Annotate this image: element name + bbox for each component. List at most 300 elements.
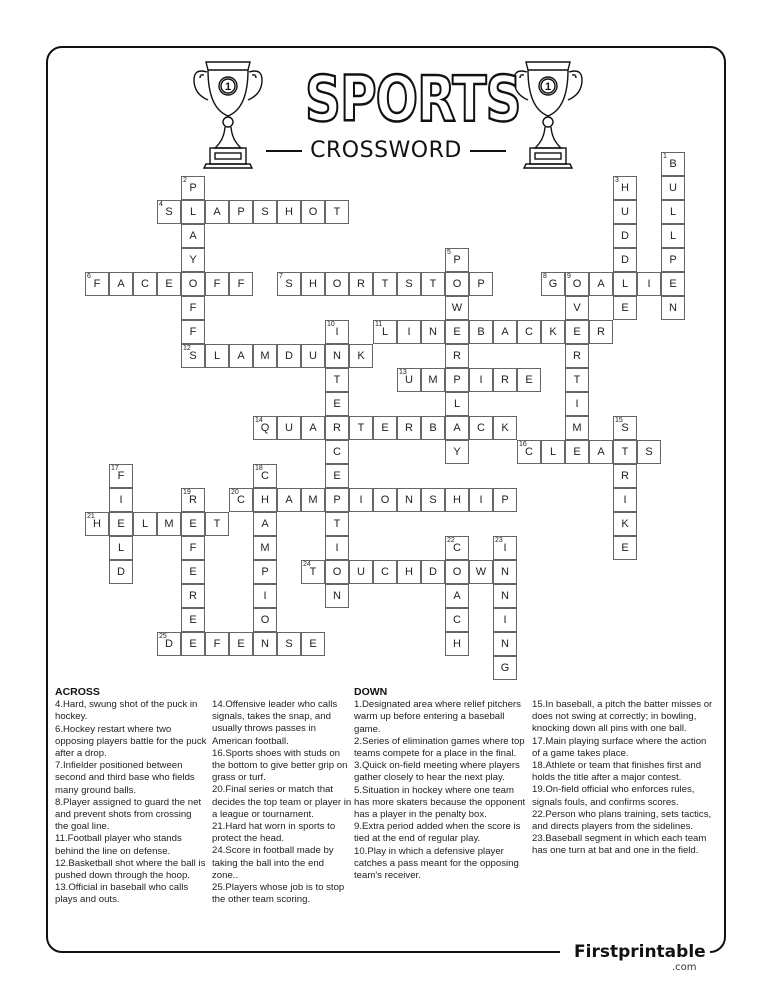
crossword-cell[interactable] (85, 272, 109, 296)
cell-letter: V (573, 302, 581, 314)
cell-letter: N (405, 494, 413, 506)
cell-letter: A (501, 326, 509, 338)
cell-letter: N (261, 638, 269, 650)
cell-letter: U (309, 350, 317, 362)
cell-letter: R (357, 278, 365, 290)
crossword-cell[interactable] (181, 632, 205, 656)
crossword-cell[interactable] (181, 536, 205, 560)
crossword-cell[interactable] (445, 608, 469, 632)
crossword-cell[interactable] (325, 464, 349, 488)
cell-letter: N (333, 590, 341, 602)
cell-letter: P (261, 566, 269, 578)
cell-letter: M (428, 374, 438, 386)
crossword-cell[interactable] (493, 656, 517, 680)
crossword-cell[interactable] (493, 368, 517, 392)
crossword-cell[interactable] (421, 488, 445, 512)
crossword-cell[interactable] (277, 344, 301, 368)
cell-letter: T (573, 374, 581, 386)
svg-text:1: 1 (544, 81, 552, 93)
down-clue: 5.Situation in hockey where one team has more skaters because the opponent has a player in the penalty box. (354, 784, 526, 821)
cell-letter: C (381, 566, 389, 578)
crossword-cell[interactable] (325, 320, 349, 344)
crossword-cell[interactable] (661, 152, 685, 176)
crossword-cell[interactable] (109, 536, 133, 560)
crossword-cell[interactable] (397, 416, 421, 440)
crossword-cell[interactable] (205, 272, 229, 296)
down-clue: 1.Designated area where relief pitchers warm up before entering a baseball game. (354, 699, 521, 735)
crossword-cell[interactable] (445, 632, 469, 656)
crossword-cell[interactable] (445, 272, 469, 296)
crossword-cell[interactable] (613, 512, 637, 536)
crossword-cell[interactable] (637, 272, 661, 296)
cell-letter: A (261, 518, 269, 530)
crossword-cell[interactable] (589, 272, 613, 296)
crossword-cell[interactable] (445, 416, 469, 440)
clue-number: 13 (399, 369, 407, 376)
crossword-cell[interactable] (85, 512, 109, 536)
cell-letter: L (621, 278, 629, 290)
crossword-cell[interactable] (229, 200, 253, 224)
crossword-cell[interactable] (565, 392, 589, 416)
cell-letter: O (452, 566, 462, 578)
cell-letter: F (93, 278, 101, 290)
cell-letter: P (237, 206, 245, 218)
crossword-cell[interactable] (565, 440, 589, 464)
crossword-cell[interactable] (205, 344, 229, 368)
crossword-cell[interactable] (541, 440, 565, 464)
crossword-cell[interactable] (301, 272, 325, 296)
crossword-cell[interactable] (613, 536, 637, 560)
crossword-cell[interactable] (613, 248, 637, 272)
cell-letter: T (381, 278, 389, 290)
cell-letter: H (453, 494, 461, 506)
crossword-cell[interactable] (493, 632, 517, 656)
across-clue: 13.Official in baseball who calls plays and outs. (55, 882, 189, 906)
cell-letter: U (621, 206, 629, 218)
crossword-cell[interactable] (181, 224, 205, 248)
crossword-cell[interactable] (253, 584, 277, 608)
clue-number: 3 (615, 177, 619, 184)
crossword-cell[interactable] (157, 200, 181, 224)
crossword-cell[interactable] (205, 632, 229, 656)
crossword-cell[interactable] (469, 320, 493, 344)
crossword-cell[interactable] (373, 272, 397, 296)
cell-letter: S (405, 278, 413, 290)
cell-letter: L (453, 398, 461, 410)
divider (470, 150, 506, 152)
cell-letter: C (453, 542, 461, 554)
crossword-cell[interactable] (277, 488, 301, 512)
crossword-cell[interactable] (589, 440, 613, 464)
cell-letter: G (500, 662, 510, 674)
crossword-cell[interactable] (445, 560, 469, 584)
clue-number: 18 (255, 465, 263, 472)
clue-number: 6 (87, 273, 91, 280)
crossword-cell[interactable] (181, 200, 205, 224)
cell-letter: U (357, 566, 365, 578)
crossword-cell[interactable] (253, 488, 277, 512)
cell-letter: T (309, 566, 317, 578)
crossword-cell[interactable] (445, 536, 469, 560)
crossword-cell[interactable] (373, 320, 397, 344)
crossword-cell[interactable] (253, 344, 277, 368)
across-clue: 8.Player assigned to guard the net and prevent shots from crossing the goal line. (55, 796, 202, 833)
crossword-cell[interactable] (373, 560, 397, 584)
crossword-cell[interactable] (325, 272, 349, 296)
crossword-cell[interactable] (493, 584, 517, 608)
crossword-cell[interactable] (565, 416, 589, 440)
crossword-cell[interactable] (253, 512, 277, 536)
down-clue: 9.Extra period added when the score is tied at the end of regular play. (354, 821, 521, 845)
crossword-cell[interactable] (301, 632, 325, 656)
crossword-cell[interactable] (469, 368, 493, 392)
clue-number: 11 (375, 321, 383, 328)
crossword-cell[interactable] (181, 512, 205, 536)
cell-letter: E (189, 518, 197, 530)
clue-number: 14 (255, 417, 263, 424)
cell-letter: I (407, 326, 411, 338)
clue-number: 2 (183, 177, 187, 184)
crossword-cell[interactable] (469, 488, 493, 512)
cell-letter: O (188, 278, 198, 290)
crossword-cell[interactable] (469, 560, 493, 584)
crossword-cell[interactable] (493, 320, 517, 344)
crossword-cell[interactable] (181, 344, 205, 368)
clue-number: 4 (159, 201, 163, 208)
crossword-cell[interactable] (613, 488, 637, 512)
crossword-cell[interactable] (157, 512, 181, 536)
cell-letter: A (213, 206, 221, 218)
crossword-cell[interactable] (325, 488, 349, 512)
across-heading: ACROSS (55, 686, 100, 698)
crossword-cell[interactable] (181, 176, 205, 200)
across-clue: 24.Score in football made by taking the ball into the end zone.. (212, 845, 334, 881)
crossword-cell[interactable] (181, 560, 205, 584)
crossword-cell[interactable] (325, 440, 349, 464)
crossword-cell[interactable] (397, 272, 421, 296)
cell-letter: P (501, 494, 509, 506)
crossword-cell[interactable] (565, 368, 589, 392)
cell-letter: B (669, 158, 677, 170)
down-clue: 10.Play in which a defensive player catches a pass meant for the opposing team's receiver. (354, 845, 519, 882)
crossword-cell[interactable] (445, 392, 469, 416)
cell-letter: O (572, 278, 582, 290)
down-clue: 22.Person who plans training, sets tactics, and directs players from the sidelines. (532, 808, 712, 833)
clue-number: 17 (111, 465, 119, 472)
crossword-cell[interactable] (517, 320, 541, 344)
cell-letter: F (213, 638, 221, 650)
crossword-cell[interactable] (493, 488, 517, 512)
crossword-cell[interactable] (181, 320, 205, 344)
crossword-cell[interactable] (565, 320, 589, 344)
cell-letter: H (621, 182, 629, 194)
cell-letter: F (213, 278, 221, 290)
crossword-cell[interactable] (469, 272, 493, 296)
crossword-cell[interactable] (277, 272, 301, 296)
cell-letter: H (93, 518, 101, 530)
crossword-cell[interactable] (661, 200, 685, 224)
crossword-cell[interactable] (325, 392, 349, 416)
crossword-cell[interactable] (589, 320, 613, 344)
cell-letter: E (333, 470, 341, 482)
crossword-cell[interactable] (565, 344, 589, 368)
crossword-cell[interactable] (613, 224, 637, 248)
crossword-cell[interactable] (541, 320, 565, 344)
cell-letter: U (405, 374, 413, 386)
crossword-cell[interactable] (181, 272, 205, 296)
crossword-cell[interactable] (325, 560, 349, 584)
crossword-cell[interactable] (325, 416, 349, 440)
crossword-cell[interactable] (181, 488, 205, 512)
crossword-cell[interactable] (349, 488, 373, 512)
crossword-cell[interactable] (229, 632, 253, 656)
crossword-cell[interactable] (493, 416, 517, 440)
crossword-cell[interactable] (277, 632, 301, 656)
cell-letter: T (621, 446, 629, 458)
crossword-cell[interactable] (565, 296, 589, 320)
across-clue: 25.Players whose job is to stop the other team scoring. (212, 882, 345, 906)
across-clue: 16.Sports shoes with studs on the bottom to give better grip on grass or turf. (212, 747, 348, 784)
clue-number: 22 (447, 537, 455, 544)
page-title: SPORTS (305, 63, 521, 136)
crossword-cell[interactable] (517, 368, 541, 392)
cell-letter: E (573, 326, 581, 338)
crossword-cell[interactable] (373, 488, 397, 512)
crossword-cell[interactable] (325, 584, 349, 608)
clue-number: 20 (231, 489, 239, 496)
crossword-cell[interactable] (349, 416, 373, 440)
cell-letter: R (189, 590, 197, 602)
crossword-cell[interactable] (445, 584, 469, 608)
crossword-cell[interactable] (613, 440, 637, 464)
cell-letter: T (357, 422, 365, 434)
crossword-cell[interactable] (661, 248, 685, 272)
cell-letter: R (189, 494, 197, 506)
cell-letter: E (573, 446, 581, 458)
crossword-cell[interactable] (445, 368, 469, 392)
cell-letter: L (669, 230, 677, 242)
cell-letter: T (429, 278, 437, 290)
crossword-cell[interactable] (181, 608, 205, 632)
crossword-cell[interactable] (229, 272, 253, 296)
crossword-cell[interactable] (277, 416, 301, 440)
cell-letter: N (501, 590, 509, 602)
crossword-cell[interactable] (445, 344, 469, 368)
across-clues (55, 686, 207, 907)
cell-letter: U (669, 182, 677, 194)
crossword-cell[interactable] (445, 320, 469, 344)
down-clue: 2.Series of elimination games where top teams compete for a place in the final. (354, 735, 525, 760)
crossword-cell[interactable] (397, 560, 421, 584)
cell-letter: I (335, 542, 339, 554)
clue-number: 7 (279, 273, 283, 280)
crossword-cell[interactable] (253, 416, 277, 440)
crossword-cell[interactable] (109, 512, 133, 536)
crossword-cell[interactable] (613, 176, 637, 200)
cell-letter: H (405, 566, 413, 578)
crossword-cell[interactable] (421, 320, 445, 344)
crossword-cell[interactable] (613, 416, 637, 440)
cell-letter: P (453, 374, 461, 386)
crossword-cell[interactable] (445, 248, 469, 272)
crossword-cell[interactable] (325, 344, 349, 368)
crossword-cell[interactable] (133, 272, 157, 296)
crossword-cell[interactable] (349, 344, 373, 368)
crossword-cell[interactable] (325, 536, 349, 560)
crossword-cell[interactable] (157, 632, 181, 656)
crossword-cell[interactable] (445, 296, 469, 320)
crossword-cell[interactable] (325, 368, 349, 392)
crossword-cell[interactable] (661, 224, 685, 248)
clue-number: 10 (327, 321, 335, 328)
cell-letter: S (165, 206, 173, 218)
crossword-cell[interactable] (493, 608, 517, 632)
crossword-cell[interactable] (421, 560, 445, 584)
crossword-cell[interactable] (277, 200, 301, 224)
crossword-cell[interactable] (397, 368, 421, 392)
cell-letter: R (333, 422, 341, 434)
crossword-cell[interactable] (397, 488, 421, 512)
crossword-cell[interactable] (109, 272, 133, 296)
cell-letter: P (333, 494, 341, 506)
crossword-cell[interactable] (445, 488, 469, 512)
cell-letter: O (380, 494, 390, 506)
crossword-cell[interactable] (661, 272, 685, 296)
crossword-cell[interactable] (517, 440, 541, 464)
trophy-left-icon (188, 56, 268, 171)
clue-number: 12 (183, 345, 191, 352)
clue-number: 21 (87, 513, 95, 520)
cell-letter: I (503, 542, 507, 554)
cell-letter: Y (453, 446, 461, 458)
crossword-cell[interactable] (421, 272, 445, 296)
cell-letter: A (453, 590, 461, 602)
cell-letter: K (357, 350, 365, 362)
crossword-cell[interactable] (253, 464, 277, 488)
cell-letter: K (501, 422, 509, 434)
cell-letter: N (501, 566, 509, 578)
crossword-cell[interactable] (301, 416, 325, 440)
clue-number: 8 (543, 273, 547, 280)
crossword-cell[interactable] (325, 200, 349, 224)
crossword-cell[interactable] (349, 272, 373, 296)
crossword-cell[interactable] (661, 296, 685, 320)
cell-letter: C (237, 494, 245, 506)
crossword-cell[interactable] (301, 488, 325, 512)
crossword-cell[interactable] (565, 272, 589, 296)
cell-letter: E (621, 302, 629, 314)
crossword-cell[interactable] (493, 536, 517, 560)
down-clue: 17.Main playing surface where the action of a game takes place. (532, 735, 707, 759)
down-clues-continued (532, 699, 717, 858)
cell-letter: R (453, 350, 461, 362)
cell-letter: N (669, 302, 677, 314)
cell-letter: E (453, 326, 461, 338)
clue-number: 23 (495, 537, 503, 544)
cell-letter: M (260, 350, 270, 362)
crossword-cell[interactable] (253, 536, 277, 560)
crossword-cell[interactable] (421, 368, 445, 392)
cell-letter: B (477, 326, 485, 338)
crossword-cell[interactable] (373, 416, 397, 440)
crossword-cell[interactable] (205, 200, 229, 224)
crossword-cell[interactable] (301, 344, 325, 368)
crossword-cell[interactable] (349, 560, 373, 584)
cell-letter: O (260, 614, 270, 626)
cell-letter: F (189, 302, 197, 314)
across-clue: 20.Final series or match that decides the top team or player in a league or tournament. (212, 784, 352, 820)
cell-letter: D (117, 566, 125, 578)
cell-letter: T (333, 206, 341, 218)
crossword-cell[interactable] (493, 560, 517, 584)
cell-letter: L (549, 446, 557, 458)
cell-letter: C (453, 614, 461, 626)
crossword-cell[interactable] (181, 296, 205, 320)
cell-letter: C (333, 446, 341, 458)
cell-letter: D (621, 230, 629, 242)
crossword-cell[interactable] (301, 560, 325, 584)
clue-number: 24 (303, 561, 311, 568)
down-clues (354, 686, 528, 882)
crossword-cell[interactable] (253, 608, 277, 632)
clue-number: 25 (159, 633, 167, 640)
crossword-cell[interactable] (469, 416, 493, 440)
crossword-cell[interactable] (397, 320, 421, 344)
crossword-cell[interactable] (253, 632, 277, 656)
cell-letter: F (189, 542, 197, 554)
crossword-cell[interactable] (613, 200, 637, 224)
crossword-cell[interactable] (205, 512, 229, 536)
cell-letter: W (451, 302, 463, 314)
cell-letter: D (165, 638, 173, 650)
cell-letter: M (308, 494, 318, 506)
crossword-cell[interactable] (613, 272, 637, 296)
crossword-cell[interactable] (109, 488, 133, 512)
cell-letter: S (285, 278, 293, 290)
crossword-cell[interactable] (637, 440, 661, 464)
clue-number: 1 (663, 153, 667, 160)
crossword-cell[interactable] (109, 464, 133, 488)
across-clue: 14.Offensive leader who calls signals, takes the snap, and usually throws passes in American football. (212, 699, 338, 747)
crossword-cell[interactable] (661, 176, 685, 200)
crossword-cell[interactable] (613, 296, 637, 320)
crossword-cell[interactable] (181, 248, 205, 272)
crossword-cell[interactable] (325, 512, 349, 536)
crossword-cell[interactable] (301, 200, 325, 224)
cell-letter: S (261, 206, 269, 218)
crossword-cell[interactable] (613, 464, 637, 488)
crossword-cell[interactable] (109, 560, 133, 584)
crossword-cell[interactable] (133, 512, 157, 536)
crossword-cell[interactable] (229, 344, 253, 368)
cell-letter: Q (260, 422, 270, 434)
cell-letter: T (333, 374, 341, 386)
cell-letter: M (260, 542, 270, 554)
down-clue: 23.Baseball segment in which each team has one turn at bat and one in the field. (532, 833, 707, 857)
crossword-cell[interactable] (229, 488, 253, 512)
cell-letter: A (453, 422, 461, 434)
across-clue: 21.Hard hat worn in sports to protect the head. (212, 821, 336, 845)
crossword-cell[interactable] (181, 584, 205, 608)
cell-letter: O (452, 278, 462, 290)
crossword-cell[interactable] (445, 440, 469, 464)
crossword-cell[interactable] (253, 560, 277, 584)
crossword-cell[interactable] (253, 200, 277, 224)
crossword-cell[interactable] (541, 272, 565, 296)
down-clue: 3.Quick on-field meeting where players gather closely to hear the next play. (354, 760, 520, 784)
crossword-cell[interactable] (421, 416, 445, 440)
crossword-cell[interactable] (157, 272, 181, 296)
